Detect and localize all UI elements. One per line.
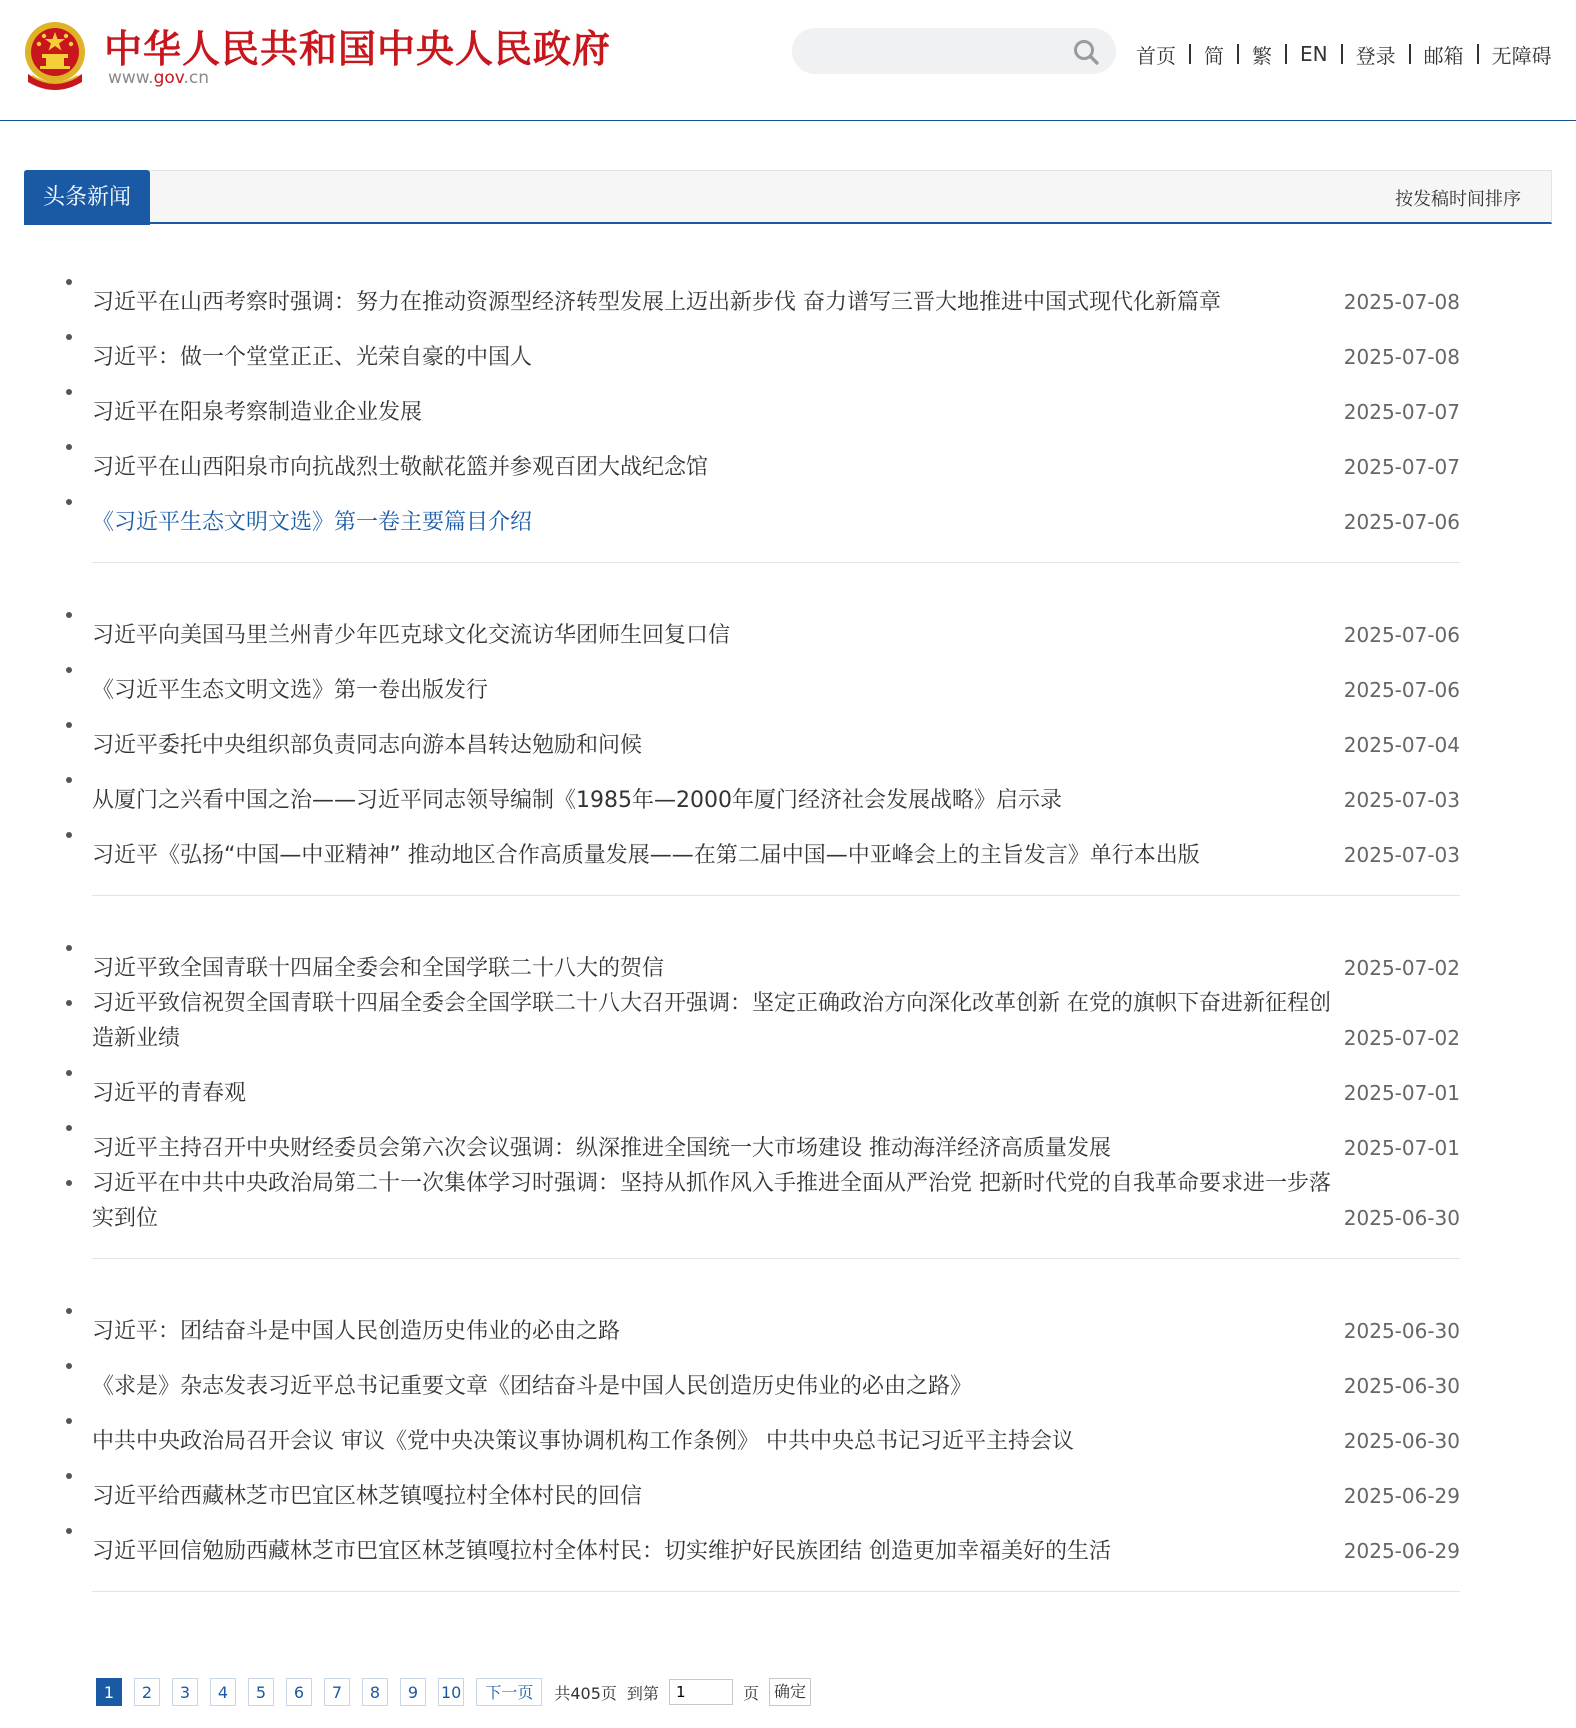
news-title-link[interactable]: 习近平：做一个堂堂正正、光荣自豪的中国人 — [92, 345, 533, 370]
site-domain — [108, 68, 209, 88]
news-title-link[interactable]: 《习近平生态文明文选》第一卷出版发行 — [92, 678, 489, 703]
page-link-7[interactable]: 7 — [324, 1678, 350, 1706]
nav-separator — [1237, 44, 1239, 64]
news-title-link[interactable]: 中共中央政治局召开会议 审议《党中央决策议事协调机构工作条例》 中共中央总书记习近平主持会议 — [92, 1429, 1074, 1454]
goto-label: 到第 — [626, 1683, 659, 1703]
bullet-icon — [66, 832, 72, 838]
page-link-1[interactable]: 1 — [96, 1678, 122, 1706]
site-title[interactable]: 中华人民共和国中央人民政府 — [104, 27, 612, 71]
page-link-10[interactable]: 10 — [438, 1678, 464, 1706]
news-title-link[interactable]: 习近平《弘扬“中国—中亚精神” 推动地区合作高质量发展——在第二届中国—中亚峰会上的主旨发言》单行本出版 — [92, 843, 1200, 868]
bullet-icon — [66, 777, 72, 783]
news-date: 2025-07-08 — [1343, 290, 1460, 314]
news-title-link[interactable]: 习近平给西藏林芝市巴宜区林芝镇嘎拉村全体村民的回信 — [92, 1484, 643, 1509]
news-item — [92, 1294, 1460, 1349]
search-input[interactable] — [812, 36, 1046, 68]
bullet-icon — [66, 1528, 72, 1534]
nav-separator — [1285, 44, 1287, 64]
total-pages-label: 共405页 — [554, 1683, 617, 1703]
news-item — [92, 375, 1460, 430]
news-date: 2025-07-02 — [1343, 956, 1460, 980]
nav-separator — [1189, 44, 1191, 64]
news-item — [92, 708, 1460, 763]
nav-separator — [1409, 44, 1411, 64]
site-domain-suffix: .cn — [183, 68, 210, 88]
bullet-icon — [66, 1418, 72, 1424]
news-item — [92, 1349, 1460, 1404]
news-item — [92, 931, 1460, 986]
bullet-icon — [66, 945, 72, 951]
site-header — [0, 0, 1576, 121]
news-date: 2025-06-30 — [1343, 1206, 1460, 1230]
news-title-link[interactable]: 习近平在阳泉考察制造业企业发展 — [92, 400, 423, 425]
news-date: 2025-07-03 — [1343, 843, 1460, 867]
page-link-6[interactable]: 6 — [286, 1678, 312, 1706]
bullet-icon — [66, 389, 72, 395]
news-title-link[interactable]: 《求是》杂志发表习近平总书记重要文章《团结奋斗是中国人民创造历史伟业的必由之路》 — [92, 1374, 973, 1399]
page-link-9[interactable]: 9 — [400, 1678, 426, 1706]
news-title-link[interactable]: 习近平在中共中央政治局第二十一次集体学习时强调：坚持从抓作风入手推进全面从严治党 把新时代党的自我革命要求进一步落实到位 — [92, 1171, 1331, 1231]
news-item — [92, 763, 1460, 818]
nav-traditional[interactable]: 繁 — [1252, 43, 1272, 68]
news-date: 2025-07-07 — [1343, 400, 1460, 424]
search-box — [792, 28, 1116, 74]
news-group — [92, 265, 1460, 563]
news-date: 2025-07-02 — [1343, 1026, 1460, 1050]
search-icon[interactable] — [1072, 38, 1100, 66]
bullet-icon — [66, 1000, 72, 1006]
page-link-5[interactable]: 5 — [248, 1678, 274, 1706]
news-date: 2025-07-06 — [1343, 623, 1460, 647]
bullet-icon — [66, 722, 72, 728]
pagination — [96, 1677, 811, 1707]
site-domain-prefix: www. — [108, 68, 154, 88]
nav-simplified[interactable]: 简 — [1204, 43, 1224, 68]
news-date: 2025-07-06 — [1343, 510, 1460, 534]
news-title-link[interactable]: 习近平致全国青联十四届全委会和全国学联二十八大的贺信 — [92, 956, 665, 981]
bullet-icon — [66, 279, 72, 285]
news-date: 2025-06-30 — [1343, 1429, 1460, 1453]
nav-home[interactable]: 首页 — [1136, 43, 1176, 68]
news-date: 2025-07-06 — [1343, 678, 1460, 702]
news-item — [92, 430, 1460, 485]
news-item — [92, 653, 1460, 708]
news-date: 2025-06-30 — [1343, 1319, 1460, 1343]
news-title-link[interactable]: 习近平：团结奋斗是中国人民创造历史伟业的必由之路 — [92, 1319, 621, 1344]
news-title-link[interactable]: 习近平的青春观 — [92, 1081, 247, 1106]
bullet-icon — [66, 1473, 72, 1479]
news-item — [92, 986, 1460, 1056]
page-link-8[interactable]: 8 — [362, 1678, 388, 1706]
news-title-link[interactable]: 习近平在山西阳泉市向抗战烈士敬献花篮并参观百团大战纪念馆 — [92, 455, 709, 480]
nav-english[interactable]: EN — [1300, 42, 1328, 66]
news-item — [92, 1111, 1460, 1166]
news-title-link[interactable]: 习近平致信祝贺全国青联十四届全委会全国学联二十八大召开强调：坚定正确政治方向深化改革创新 在党的旗帜下奋进新征程创造新业绩 — [92, 991, 1331, 1051]
news-date: 2025-07-04 — [1343, 733, 1460, 757]
news-group — [92, 931, 1460, 1259]
nav-accessibility[interactable]: 无障碍 — [1491, 43, 1552, 68]
bullet-icon — [66, 612, 72, 618]
news-item — [92, 1404, 1460, 1459]
page-links — [96, 1678, 476, 1706]
bullet-icon — [66, 334, 72, 340]
page-unit-label: 页 — [742, 1683, 759, 1703]
nav-separator — [1477, 44, 1479, 64]
next-page-button[interactable]: 下一页 — [476, 1678, 542, 1706]
bullet-icon — [66, 1070, 72, 1076]
news-date: 2025-06-30 — [1343, 1374, 1460, 1398]
top-nav — [1136, 38, 1552, 70]
bullet-icon — [66, 499, 72, 505]
news-date: 2025-07-03 — [1343, 788, 1460, 812]
bullet-icon — [66, 1180, 72, 1186]
news-item — [92, 1166, 1460, 1236]
bullet-icon — [66, 1363, 72, 1369]
goto-page-input[interactable] — [669, 1679, 733, 1705]
news-title-link[interactable]: 习近平委托中央组织部负责同志向游本昌转达勉励和问候 — [92, 733, 643, 758]
news-item — [92, 1459, 1460, 1514]
confirm-button[interactable]: 确定 — [769, 1678, 811, 1706]
news-title-link[interactable]: 习近平在山西考察时强调：努力在推动资源型经济转型发展上迈出新步伐 奋力谱写三晋大地推进中国式现代化新篇章 — [92, 290, 1221, 315]
news-date: 2025-07-01 — [1343, 1081, 1460, 1105]
news-item — [92, 485, 1460, 540]
news-item — [92, 320, 1460, 375]
news-item — [92, 818, 1460, 873]
news-title-link[interactable]: 《习近平生态文明文选》第一卷主要篇目介绍 — [92, 510, 533, 535]
national-emblem-icon[interactable] — [22, 20, 88, 92]
news-title-link[interactable]: 习近平主持召开中央财经委员会第六次会议强调：纵深推进全国统一大市场建设 推动海洋经济高质量发展 — [92, 1136, 1111, 1161]
section-bar — [24, 170, 1552, 224]
news-date: 2025-07-08 — [1343, 345, 1460, 369]
news-title-link[interactable]: 习近平向美国马里兰州青少年匹克球文化交流访华团师生回复口信 — [92, 623, 731, 648]
bullet-icon — [66, 1125, 72, 1131]
news-date: 2025-06-29 — [1343, 1539, 1460, 1563]
site-domain-gov: gov — [153, 68, 184, 88]
news-item — [92, 598, 1460, 653]
bullet-icon — [66, 444, 72, 450]
nav-mail[interactable]: 邮箱 — [1423, 43, 1464, 68]
bullet-icon — [66, 1308, 72, 1314]
nav-login[interactable]: 登录 — [1355, 43, 1396, 68]
news-item — [92, 265, 1460, 320]
news-date: 2025-06-29 — [1343, 1484, 1460, 1508]
page-link-3[interactable]: 3 — [172, 1678, 198, 1706]
news-title-link[interactable]: 从厦门之兴看中国之治——习近平同志领导编制《1985年—2000年厦门经济社会发展战略》启示录 — [92, 788, 1062, 813]
news-date: 2025-07-01 — [1343, 1136, 1460, 1160]
news-title-link[interactable]: 习近平回信勉励西藏林芝市巴宜区林芝镇嘎拉村全体村民：切实维护好民族团结 创造更加幸福美好的生活 — [92, 1539, 1111, 1564]
nav-separator — [1341, 44, 1343, 64]
news-group — [92, 598, 1460, 896]
news-group — [92, 1294, 1460, 1592]
news-item — [92, 1056, 1460, 1111]
page-link-2[interactable]: 2 — [134, 1678, 160, 1706]
page-link-4[interactable]: 4 — [210, 1678, 236, 1706]
sort-by-time-link[interactable]: 按发稿时间排序 — [1395, 189, 1521, 210]
bullet-icon — [66, 667, 72, 673]
tab-headline-news[interactable]: 头条新闻 — [24, 170, 150, 225]
news-date: 2025-07-07 — [1343, 455, 1460, 479]
news-item — [92, 1514, 1460, 1569]
news-list — [60, 265, 1500, 1627]
